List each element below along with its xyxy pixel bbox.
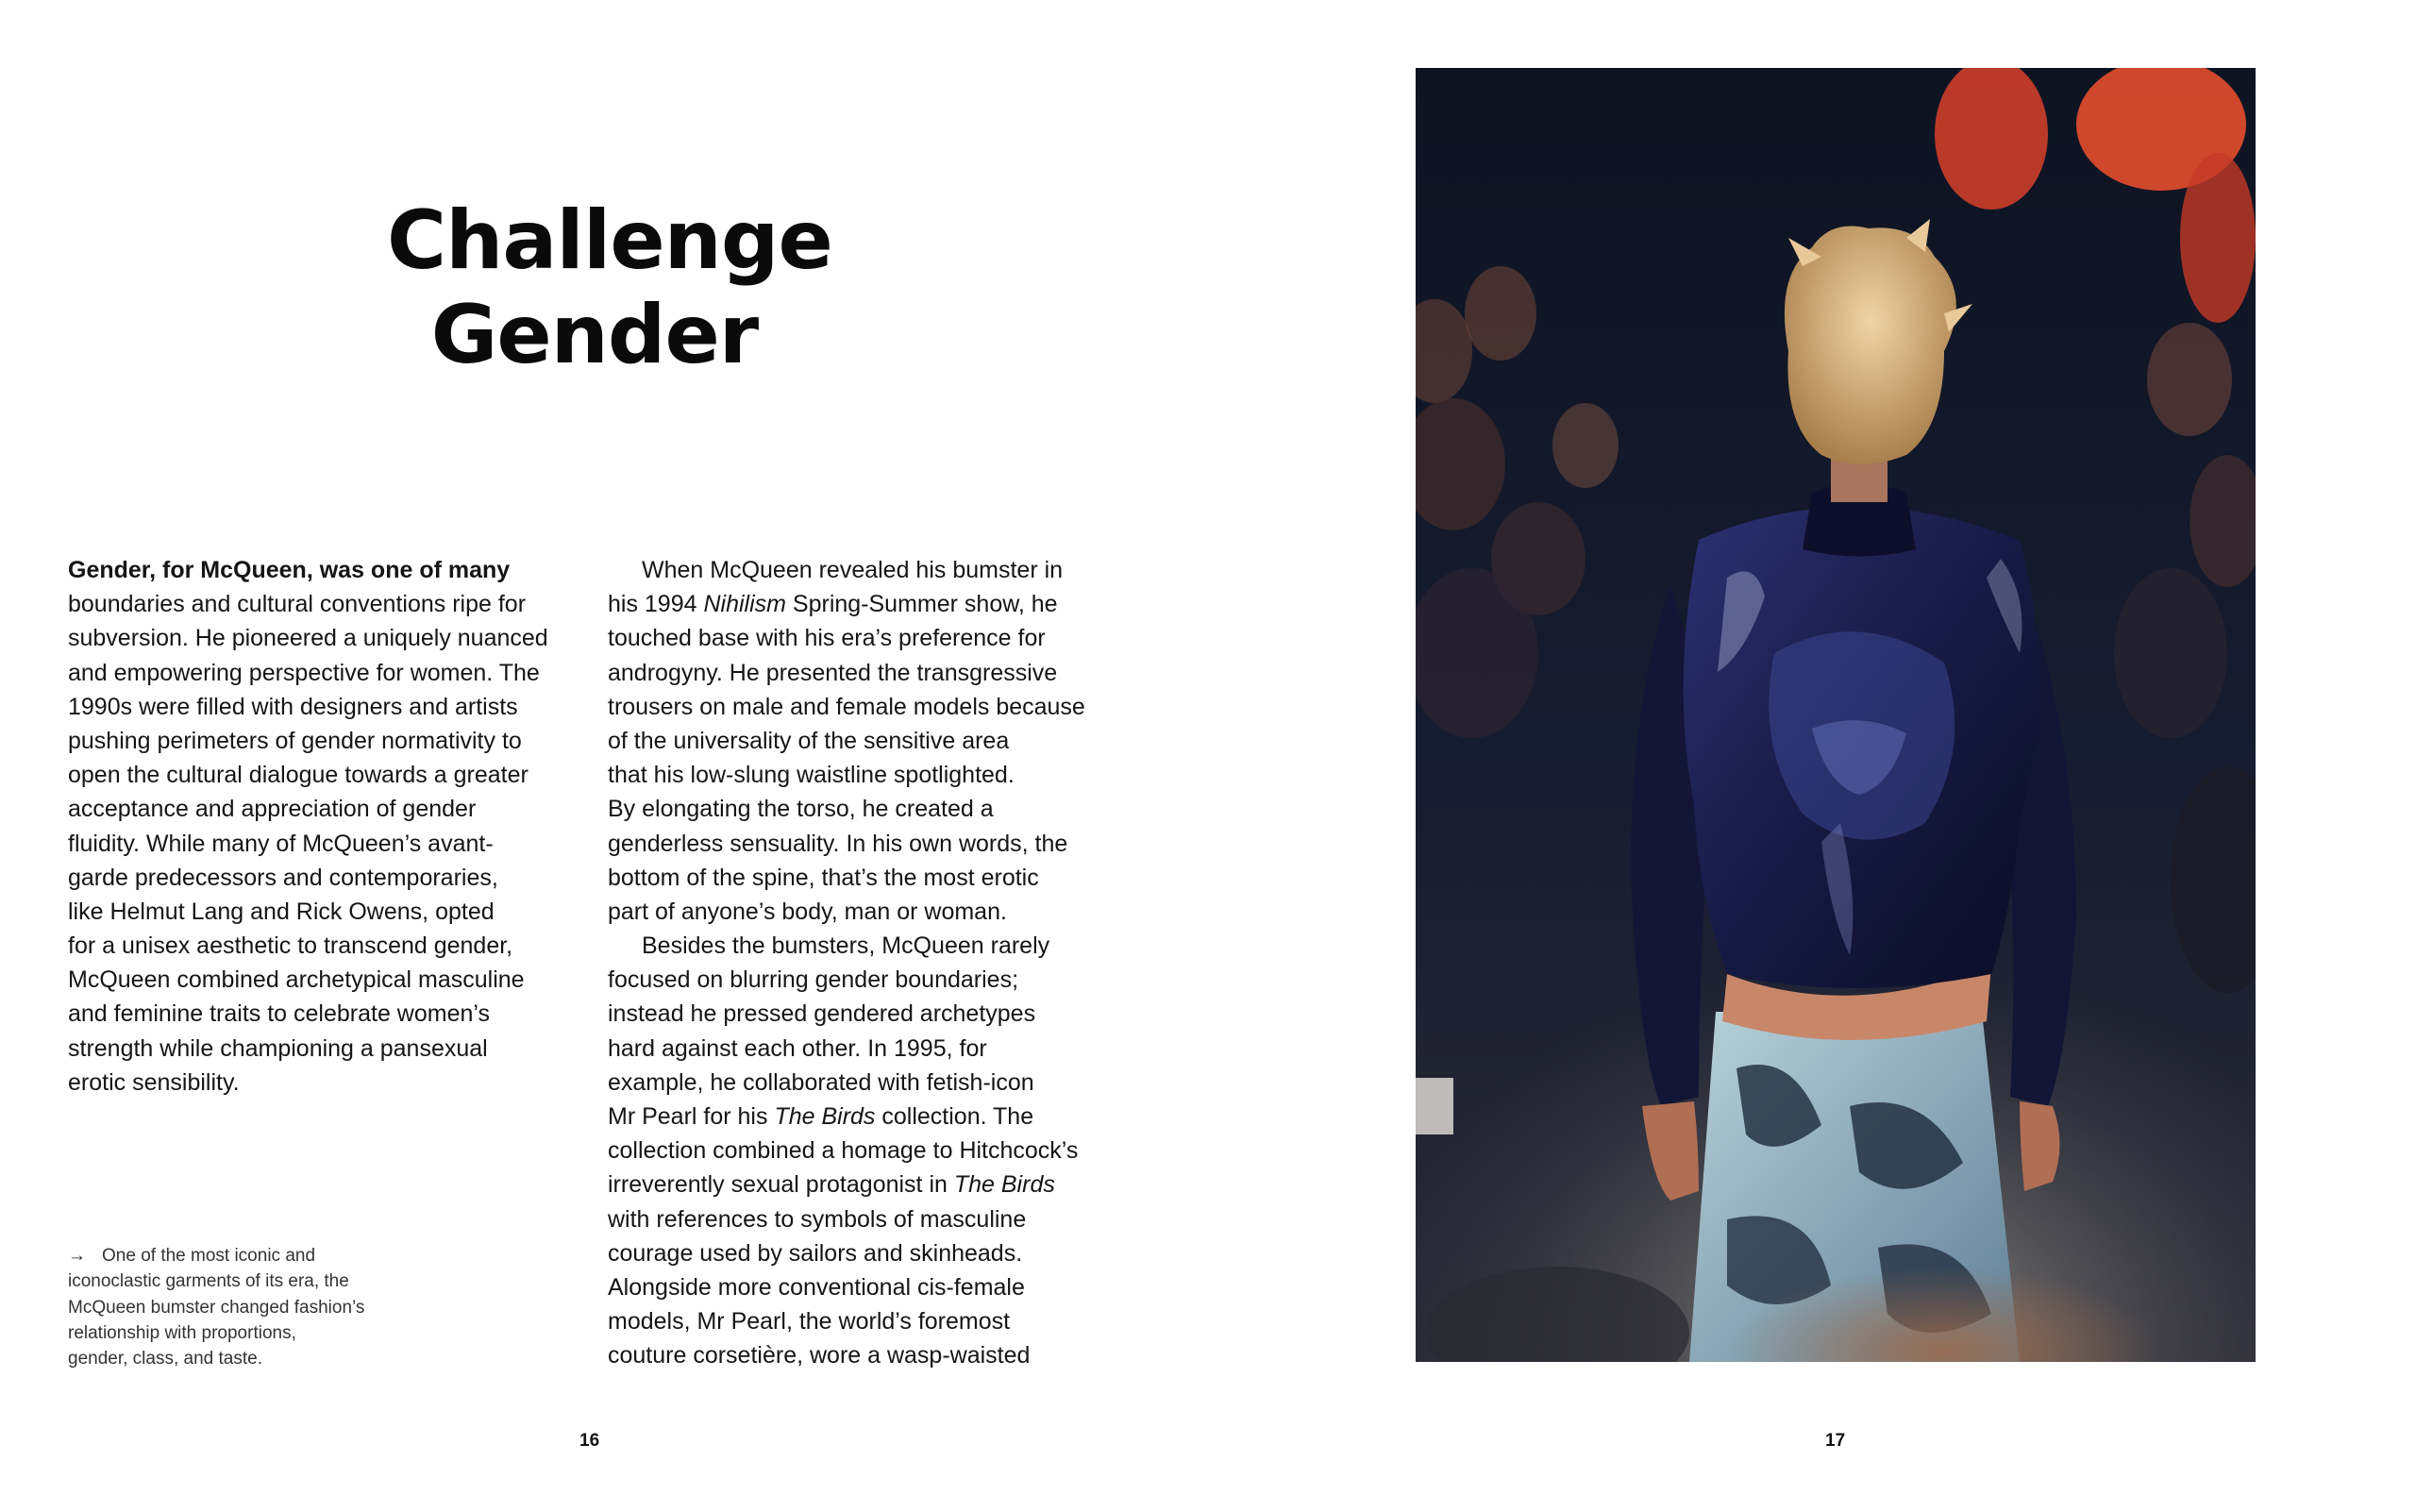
italic-title: Nihilism <box>703 591 786 618</box>
text-line: androgyny. He presented the transgressive <box>608 659 1058 686</box>
text-run: his 1994 <box>608 591 704 618</box>
text-line: McQueen combined archetypical masculine <box>68 966 525 994</box>
text-line: hard against each other. In 1995, for <box>608 1034 987 1062</box>
arrow-right-icon: → <box>68 1246 86 1266</box>
caption-line: gender, class, and taste. <box>68 1349 262 1369</box>
italic-title: The Birds <box>953 1171 1055 1199</box>
body-column-1 <box>68 553 578 1100</box>
title-line-1: Challenge <box>387 193 832 288</box>
caption-text: One of the most iconic and <box>102 1246 316 1266</box>
text-line: part of anyone’s body, man or woman. <box>608 898 1007 925</box>
text-line: When McQueen revealed his bumster in <box>642 557 1064 583</box>
text-line: instead he pressed gendered archetypes <box>608 1000 1036 1028</box>
text-line: like Helmut Lang and Rick Owens, opted <box>68 898 495 925</box>
page-number-right: 17 <box>1825 1431 1846 1451</box>
text-line <box>608 587 1136 621</box>
text-line: open the cultural dialogue towards a greater <box>68 762 528 789</box>
text-line: By elongating the torso, he created a <box>608 796 994 823</box>
text-line: touched base with his era’s preference for <box>608 625 1046 652</box>
text-line: couture corsetière, wore a wasp-waisted <box>608 1342 1031 1369</box>
text-line: 1990s were filled with designers and artists <box>68 693 518 720</box>
lead-in-text: Gender, for McQueen, was one of many <box>68 557 511 583</box>
text-line <box>608 1100 1136 1134</box>
text-line: fluidity. While many of McQueen’s avant- <box>68 830 494 857</box>
text-line: Besides the bumsters, McQueen rarely <box>642 932 1050 960</box>
caption-line: iconoclastic garments of its era, the <box>68 1271 349 1292</box>
right-page <box>1208 0 2416 1512</box>
text-line: acceptance and appreciation of gender <box>68 796 477 823</box>
text-line: Alongside more conventional cis-female <box>608 1273 1025 1301</box>
text-line: with references to symbols of masculine <box>608 1205 1027 1233</box>
text-line: and feminine traits to celebrate women’s <box>68 1000 490 1028</box>
text-line: and empowering perspective for women. The <box>68 659 540 686</box>
page-number-left: 16 <box>579 1431 600 1451</box>
text-line: of the universality of the sensitive area <box>608 727 1010 754</box>
text-line: strength while championing a pansexual <box>68 1034 488 1062</box>
caption-line: relationship with proportions, <box>68 1322 296 1343</box>
text-line: courage used by sailors and skinheads. <box>608 1239 1023 1267</box>
text-line: example, he collaborated with fetish-icon <box>608 1068 1034 1096</box>
caption-line: McQueen bumster changed fashion’s <box>68 1297 365 1318</box>
runway-photo-illustration <box>1416 68 2256 1362</box>
text-line: bottom of the spine, that’s the most erotic <box>608 864 1039 891</box>
text-line: collection combined a homage to Hitchcock’s <box>608 1137 1079 1165</box>
text-line: models, Mr Pearl, the world’s foremost <box>608 1308 1011 1336</box>
text-run: Mr Pearl for his <box>608 1103 775 1130</box>
text-line: genderless sensuality. In his own words, the <box>608 830 1068 857</box>
text-run: collection. The <box>875 1103 1034 1130</box>
runway-photo <box>1416 68 2256 1362</box>
text-line: subversion. He pioneered a uniquely nuanced <box>68 625 548 652</box>
text-line <box>68 553 578 587</box>
text-line: trousers on male and female models because <box>608 693 1085 720</box>
page-title <box>387 193 832 382</box>
italic-title: The Birds <box>774 1103 876 1130</box>
text-line: pushing perimeters of gender normativity to <box>68 727 522 754</box>
text-line: erotic sensibility. <box>68 1068 240 1096</box>
text-run: irreverently sexual protagonist in <box>608 1171 954 1199</box>
image-caption <box>68 1243 445 1371</box>
text-run: Spring-Summer show, he <box>785 591 1058 618</box>
text-line: garde predecessors and contemporaries, <box>68 864 498 891</box>
text-line: focused on blurring gender boundaries; <box>608 966 1019 994</box>
text-line <box>608 1168 1136 1201</box>
text-line: that his low-slung waistline spotlighted. <box>608 762 1015 789</box>
text-line: boundaries and cultural conventions ripe for <box>68 591 527 618</box>
text-line: for a unisex aesthetic to transcend gender, <box>68 932 513 960</box>
caption-line <box>68 1243 445 1268</box>
title-line-2: Gender <box>430 288 759 382</box>
body-column-2 <box>608 553 1136 1373</box>
